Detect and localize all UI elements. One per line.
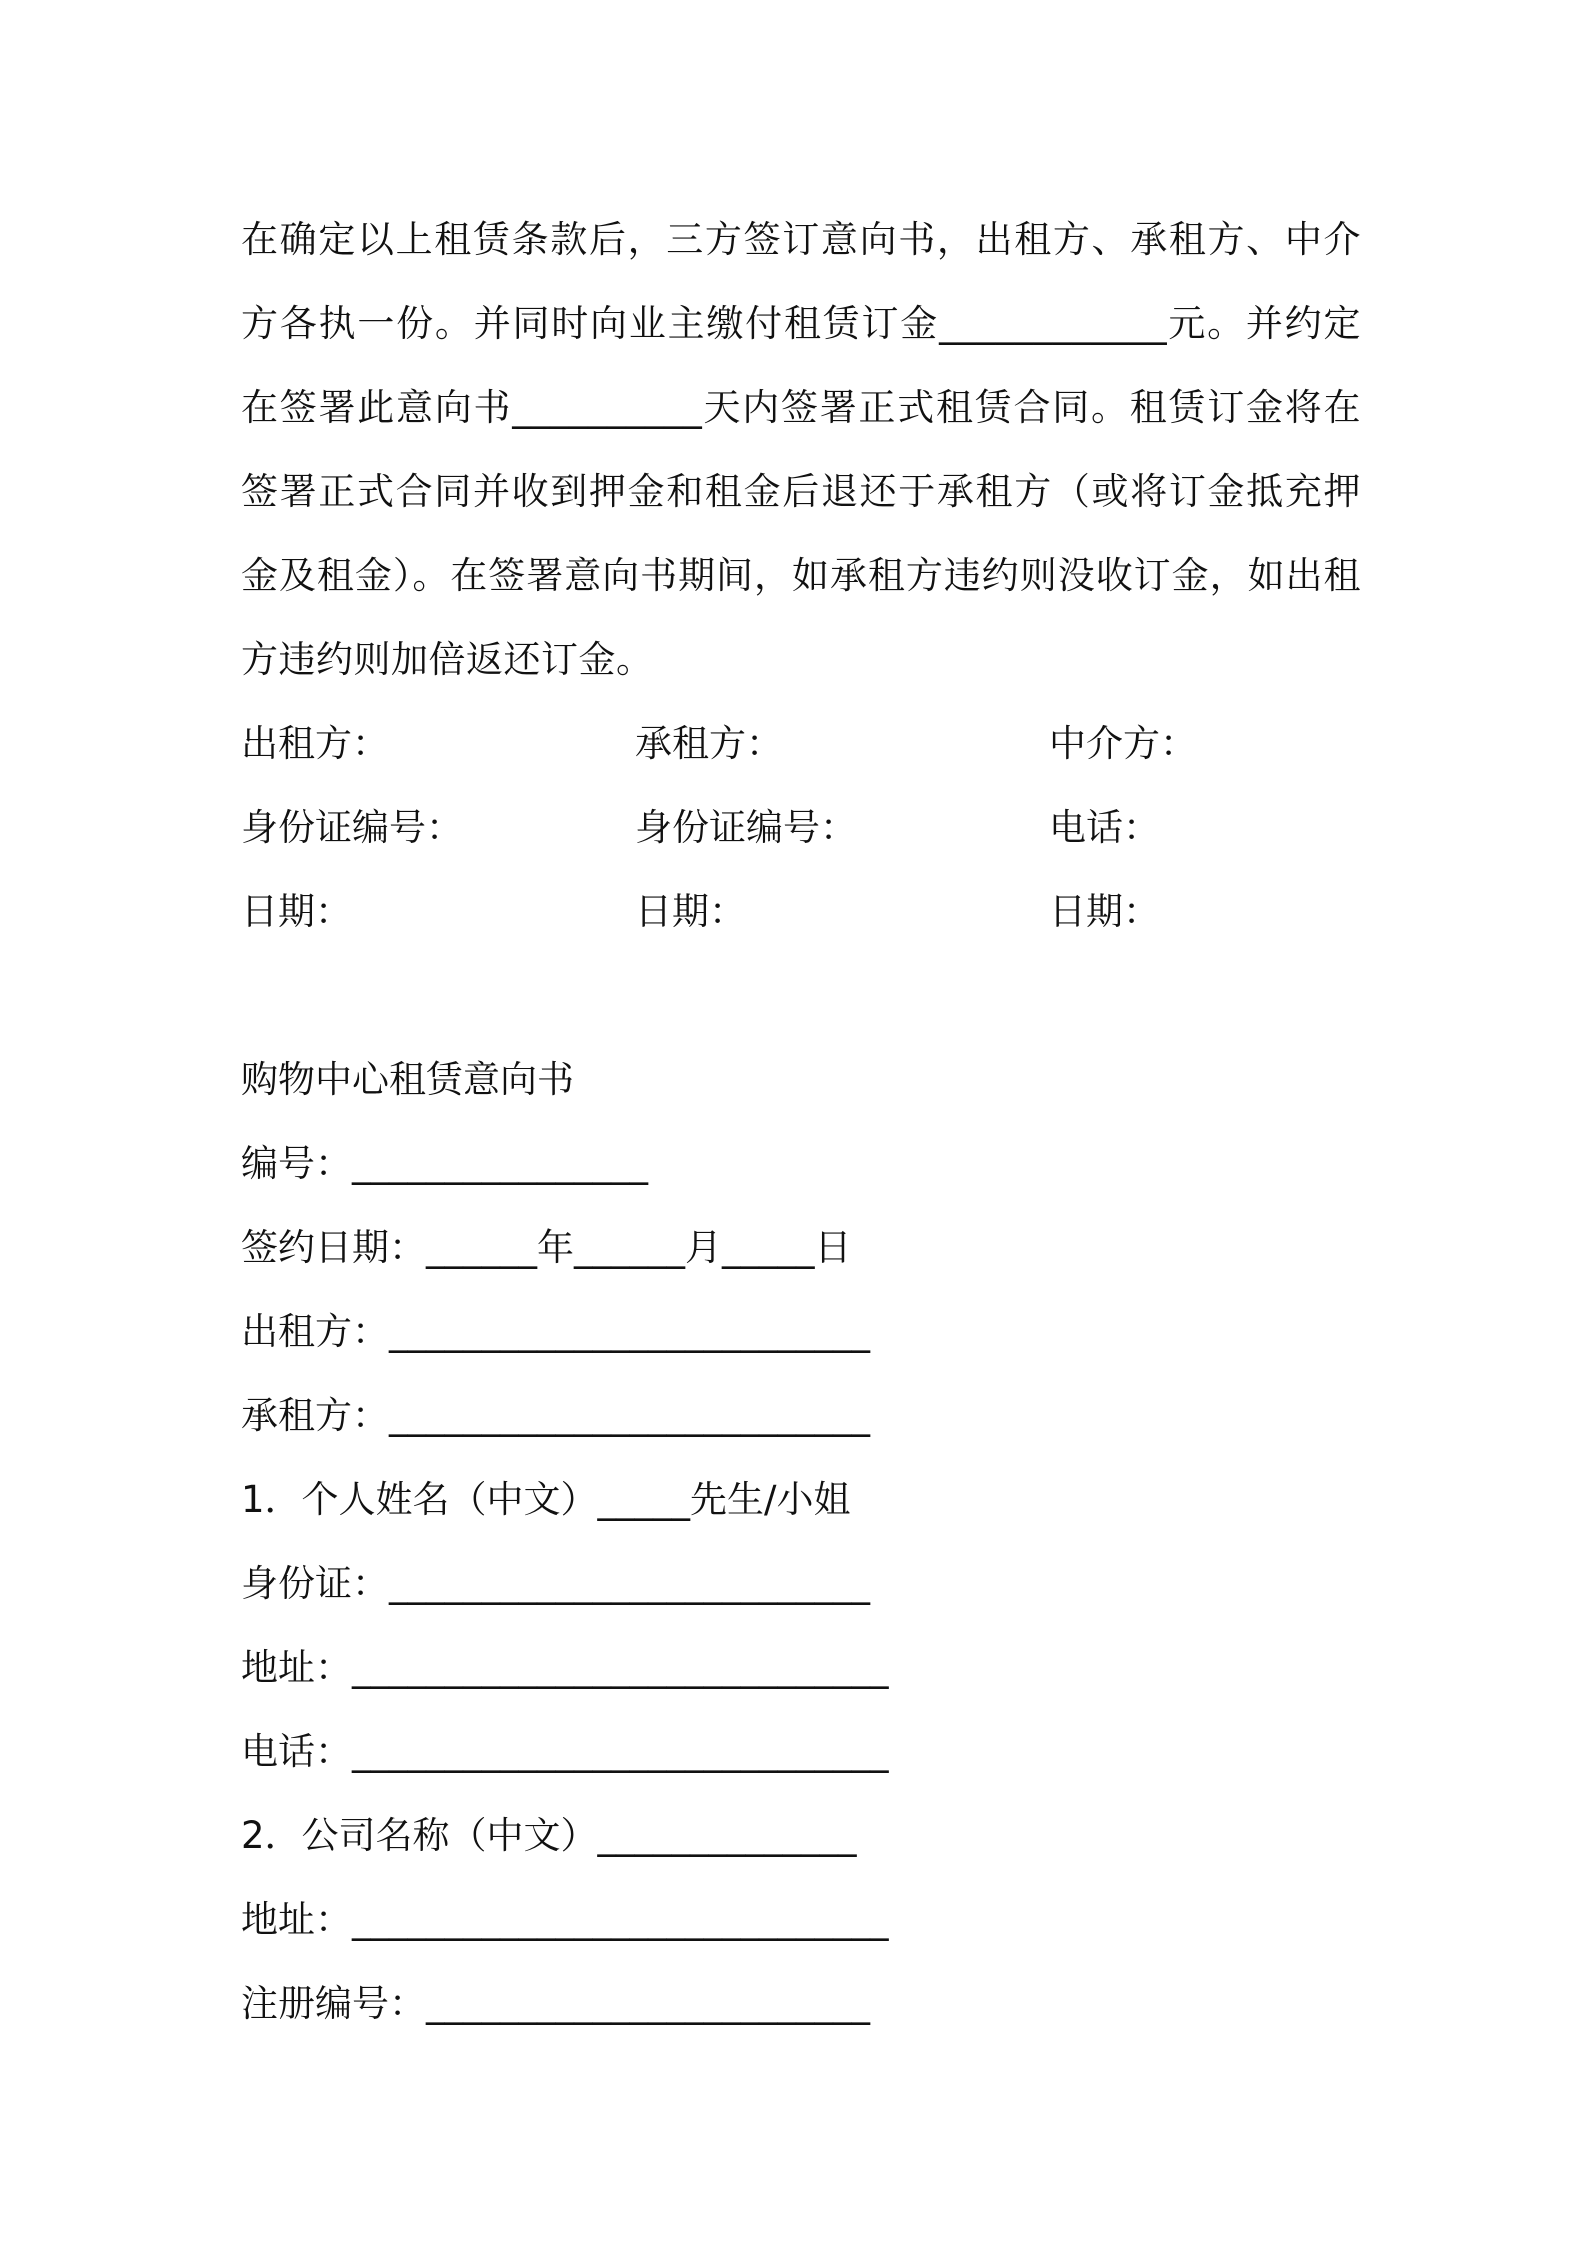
lessee-field: 承租方：__________________________ (241, 1394, 870, 1437)
document-page (241, 198, 1361, 2046)
address-field-2: 地址：_____________________________ (241, 1898, 889, 1941)
lessee-date-label: 日期： (635, 890, 746, 933)
phone-field: 电话：_____________________________ (241, 1730, 889, 1773)
company-name-field: 2．公司名称（中文）______________ (241, 1814, 857, 1857)
intro-paragraph: 在确定以上租赁条款后，三方签订意向书，出租方、承租方、中介方各执一份。并同时向业主缴付租赁订金____________元。并约定在签署此意向书__________天内签署正式租赁合同。租赁订金将在签署正式合同并收到押金和租金后退还于承租方（或将订金抵充押金及租金）。在签署意向书期间，如承租方违约则没收订金，如出租方违约则加倍返还订金。 (241, 218, 1361, 681)
agent-label: 中介方： (1049, 722, 1197, 765)
registration-number-field: 注册编号：________________________ (241, 1982, 870, 2025)
lessor-field: 出租方：__________________________ (241, 1310, 870, 1353)
person-name-field: 1．个人姓名（中文）_____先生/小姐 (241, 1478, 851, 1521)
form-number-field: 编号：________________ (241, 1142, 648, 1185)
lessor-id-label: 身份证编号： (241, 806, 463, 849)
form-title: 购物中心租赁意向书 (241, 1058, 574, 1101)
signature-row-parties (241, 702, 1361, 786)
agent-phone-label: 电话： (1049, 806, 1160, 849)
agent-date-label: 日期： (1049, 890, 1160, 933)
lessor-label: 出租方： (241, 722, 389, 765)
lessor-date-label: 日期： (241, 890, 352, 933)
signature-row-id (241, 786, 1361, 870)
signature-row-date (241, 870, 1361, 954)
id-card-field: 身份证：__________________________ (241, 1562, 870, 1605)
lessee-id-label: 身份证编号： (635, 806, 857, 849)
lessee-label: 承租方： (635, 722, 783, 765)
sign-date-field: 签约日期：______年______月_____日 (241, 1226, 852, 1269)
section-gap (241, 954, 1361, 1038)
address-field-1: 地址：_____________________________ (241, 1646, 889, 1689)
